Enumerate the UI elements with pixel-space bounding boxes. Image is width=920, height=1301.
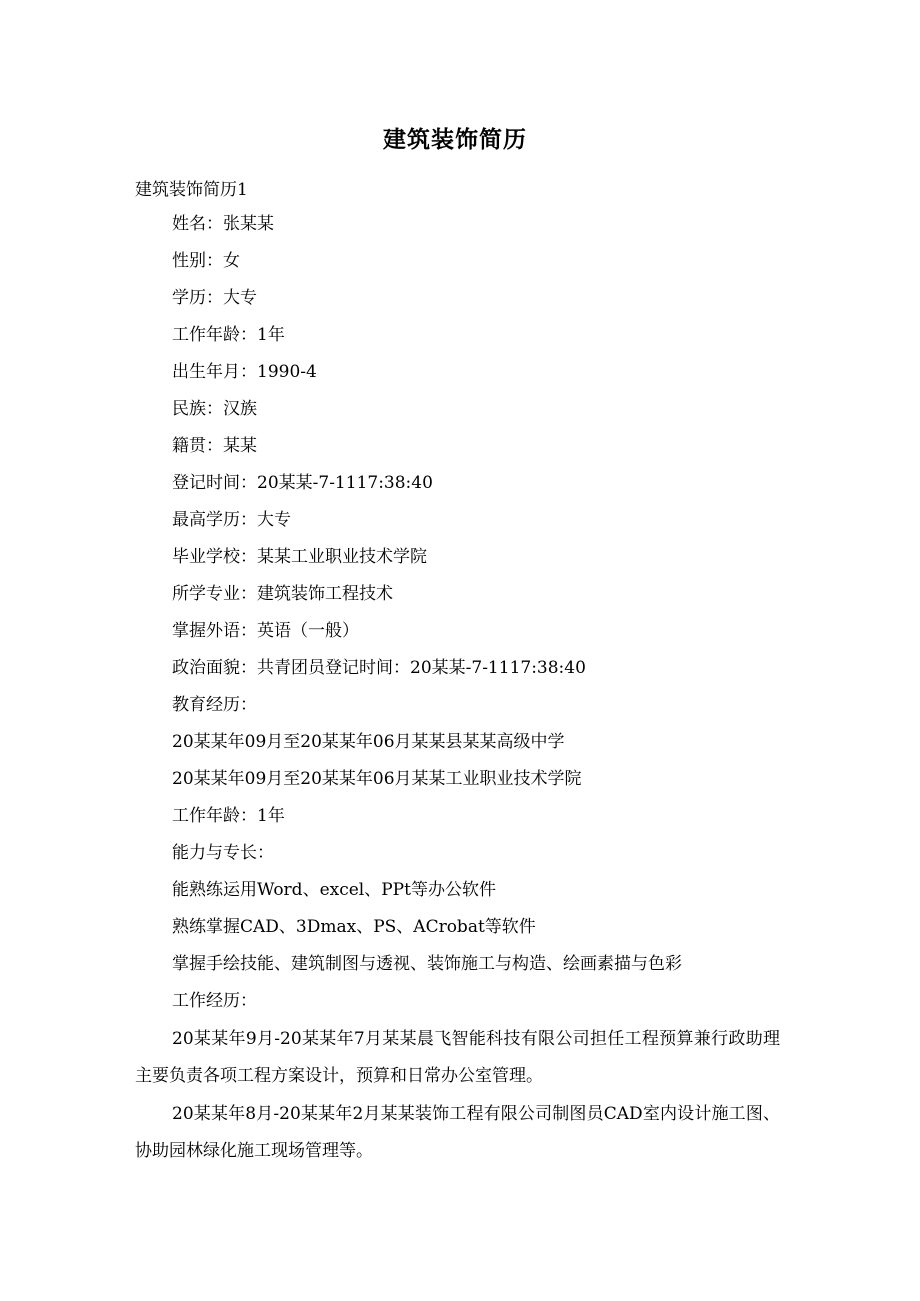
graduate-school-line: 毕业学校：某某工业职业技术学院	[172, 547, 427, 567]
education-entry: 20某某年09月至20某某年06月某某县某某高级中学	[172, 732, 565, 752]
education-level-line: 学历：大专	[172, 288, 257, 308]
skill-item: 能熟练运用Word、excel、PPt等办公软件	[172, 880, 496, 900]
resume-lines	[172, 211, 792, 1025]
work-history-entry: 20某某年9月-20某某年7月某某晨飞智能科技有限公司担任工程预算兼行政助理主要负责各项工程方案设计，预算和日常办公室管理。	[135, 1029, 780, 1086]
birth-date-line: 出生年月：1990-4	[172, 362, 317, 382]
political-status-line: 政治面貌：共青团员登记时间：20某某-7-1117:38:40	[172, 658, 586, 678]
skill-item: 熟练掌握CAD、3Dmax、PS、ACrobat等软件	[172, 917, 536, 937]
education-history-heading: 教育经历：	[172, 695, 257, 715]
education-entry: 20某某年09月至20某某年06月某某工业职业技术学院	[172, 769, 582, 789]
gender-line: 性别：女	[172, 251, 240, 271]
highest-education-line: 最高学历：大专	[172, 510, 291, 530]
major-line: 所学专业：建筑装饰工程技术	[172, 584, 393, 604]
work-history-heading: 工作经历：	[172, 991, 257, 1011]
work-history-entry: 20某某年8月-20某某年2月某某装饰工程有限公司制图员CAD室内设计施工图、协助园林绿化施工现场管理等。	[135, 1104, 780, 1161]
foreign-language-line: 掌握外语：英语（一般）	[172, 621, 359, 641]
document-title: 建筑装饰简历	[383, 127, 527, 153]
skill-item: 掌握手绘技能、建筑制图与透视、装饰施工与构造、绘画素描与色彩	[172, 954, 682, 974]
work-years-line-2: 工作年龄：1年	[172, 806, 285, 826]
work-years-line: 工作年龄：1年	[172, 325, 285, 345]
name-line: 姓名：张某某	[172, 214, 274, 234]
ethnicity-line: 民族：汉族	[172, 399, 257, 419]
registration-time-line: 登记时间：20某某-7-1117:38:40	[172, 473, 433, 493]
document-subtitle: 建筑装饰简历1	[135, 180, 248, 200]
skills-heading: 能力与专长：	[172, 843, 274, 863]
hometown-line: 籍贯：某某	[172, 436, 257, 456]
